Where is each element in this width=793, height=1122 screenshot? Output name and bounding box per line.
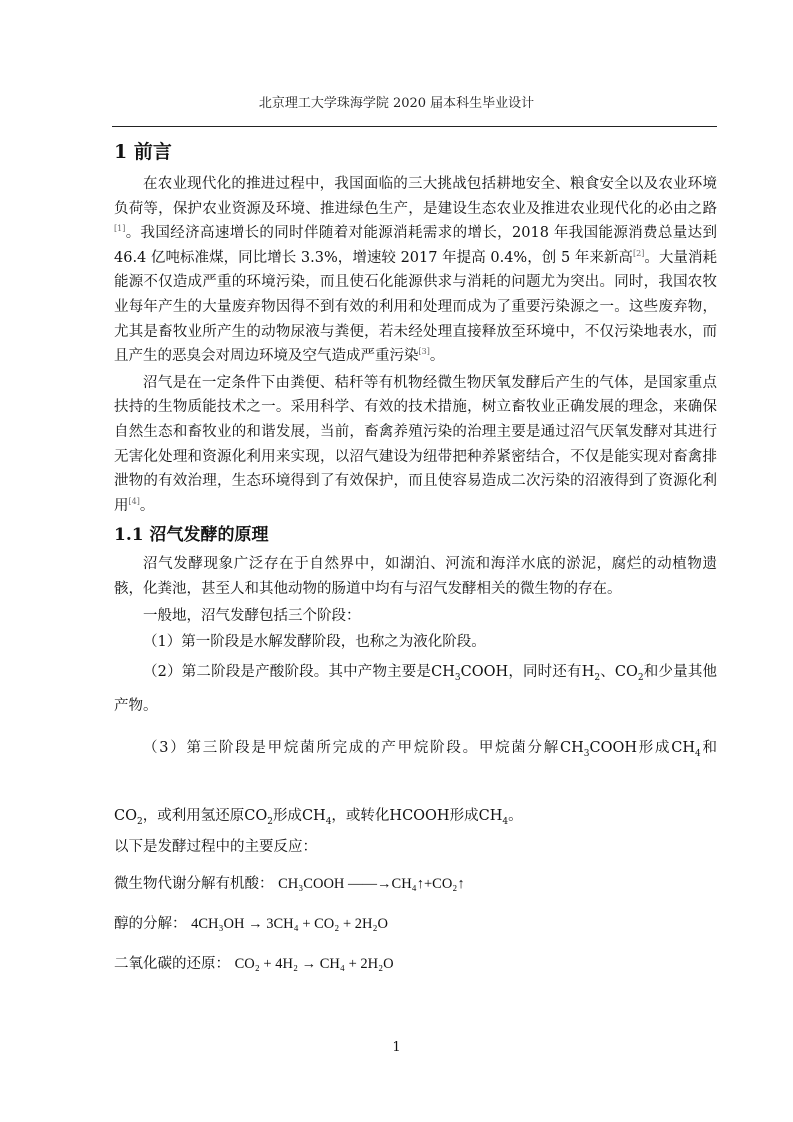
reaction-2-equation: 4CH₃OH → 3CH₄ + CO₂ + 2H₂O bbox=[191, 916, 388, 933]
section-heading-1-1: 1.1 沼气发酵的原理 bbox=[114, 525, 269, 546]
body-content bbox=[114, 136, 717, 979]
reaction-1 bbox=[114, 869, 717, 899]
reactions-intro: 以下是发酵过程中的主要反应： bbox=[114, 838, 317, 855]
citation-3[interactable]: [3] bbox=[418, 347, 430, 357]
citation-2[interactable]: [2] bbox=[632, 248, 645, 258]
reaction-2-label: 醇的分解： bbox=[114, 916, 187, 933]
citation-1[interactable]: [1] bbox=[114, 224, 126, 234]
header-rule bbox=[112, 126, 717, 127]
page-number: 1 bbox=[392, 1040, 401, 1055]
section-heading-1: 1 前言 bbox=[114, 141, 172, 163]
reaction-3 bbox=[114, 949, 717, 979]
stage-2: （2）第二阶段是产酸阶段。其中产物主要是$CH_3COOH$，同时还有$H_2$、$CO_2$和少量其他产物。 bbox=[114, 663, 717, 714]
citation-4[interactable]: [4] bbox=[128, 496, 140, 506]
stage-1: （1）第一阶段是水解发酵阶段，也称之为液化阶段。 bbox=[143, 634, 486, 651]
reaction-2 bbox=[114, 909, 717, 939]
reaction-1-label: 微生物代谢分解有机酸： bbox=[114, 876, 274, 893]
reaction-3-label: 二氧化碳的还原： bbox=[114, 956, 230, 973]
paragraph-principle: 沼气发酵现象广泛存在于自然界中，如湖泊、河流和海洋水底的淤泥，腐烂的动植物遗骸，化粪池，甚至人和其他动物的肠道中均有与沼气发酵相关的微生物的存在。 bbox=[114, 556, 717, 597]
paragraph-stages-intro: 一般地，沼气发酵包括三个阶段： bbox=[143, 607, 361, 624]
running-header: 北京理工大学珠海学院 2020 届本科生毕业设计 bbox=[258, 96, 535, 111]
paragraph-intro-2: 沼气是在一定条件下由粪便、秸秆等有机物经微生物厌氧发酵后产生的气体，是国家重点扶持的生物质能技术之一。采用科学、有效的技术措施，树立畜牧业正确发展的理念，来确保自然生态和畜牧业的和谐发展，当前，畜禽养殖污染的治理主要是通过沼气厌氧发酵对其进行无害化处理和资源化利用来实现，以沼气建设为纽带把种养紧密结合，不仅是能实现对畜禽排泄物的有效治理，生态环境得到了有效保护，而且使容易造成二次污染的沼液得到了资源化利用[4]。 bbox=[114, 374, 717, 514]
stage-3: （3）第三阶段是甲烷菌所完成的产甲烷阶段。甲烷菌分解$CH_3COOH$形成$CH_4$和$CO_2$，或利用氢还原$CO_2$形成$CH_4$，或转化HCOOH形成$CH_4$。 bbox=[114, 739, 718, 827]
reaction-3-equation: CO₂ + 4H₂ → CH₄ + 2H₂O bbox=[234, 956, 394, 973]
paragraph-intro-1: 在农业现代化的推进过程中，我国面临的三大挑战包括耕地安全、粮食安全以及农业环境负荷等，保护农业资源及环境、推进绿色生产，是建设生态农业及推进农业现代化的必由之路[1]。我国经济高速增长的同时伴随着对能源消耗需求的增长，2018 年我国能源消费总量达到 46.4 亿吨标准煤，同比增长 3.3%，增速较 2017 年提高 0.4%，创 5 年来新高[2]。大量消耗能源不仅造成严重的环境污染，而且使石化能源供求与消耗的问题尤为突出。同时，我国农牧业每年产生的大量废弃物因得不到有效的利用和处理而成为了重要污染源之一。这些废弃物，尤其是畜牧业所产生的动物尿液与粪便，若未经处理直接释放至环境中，不仅污染地表水，而且产生的恶臭会对周边环境及空气造成严重污染[3]。 bbox=[114, 176, 718, 365]
reaction-1-equation: CH₃COOH ——→CH₄↑+CO₂↑ bbox=[278, 876, 465, 893]
